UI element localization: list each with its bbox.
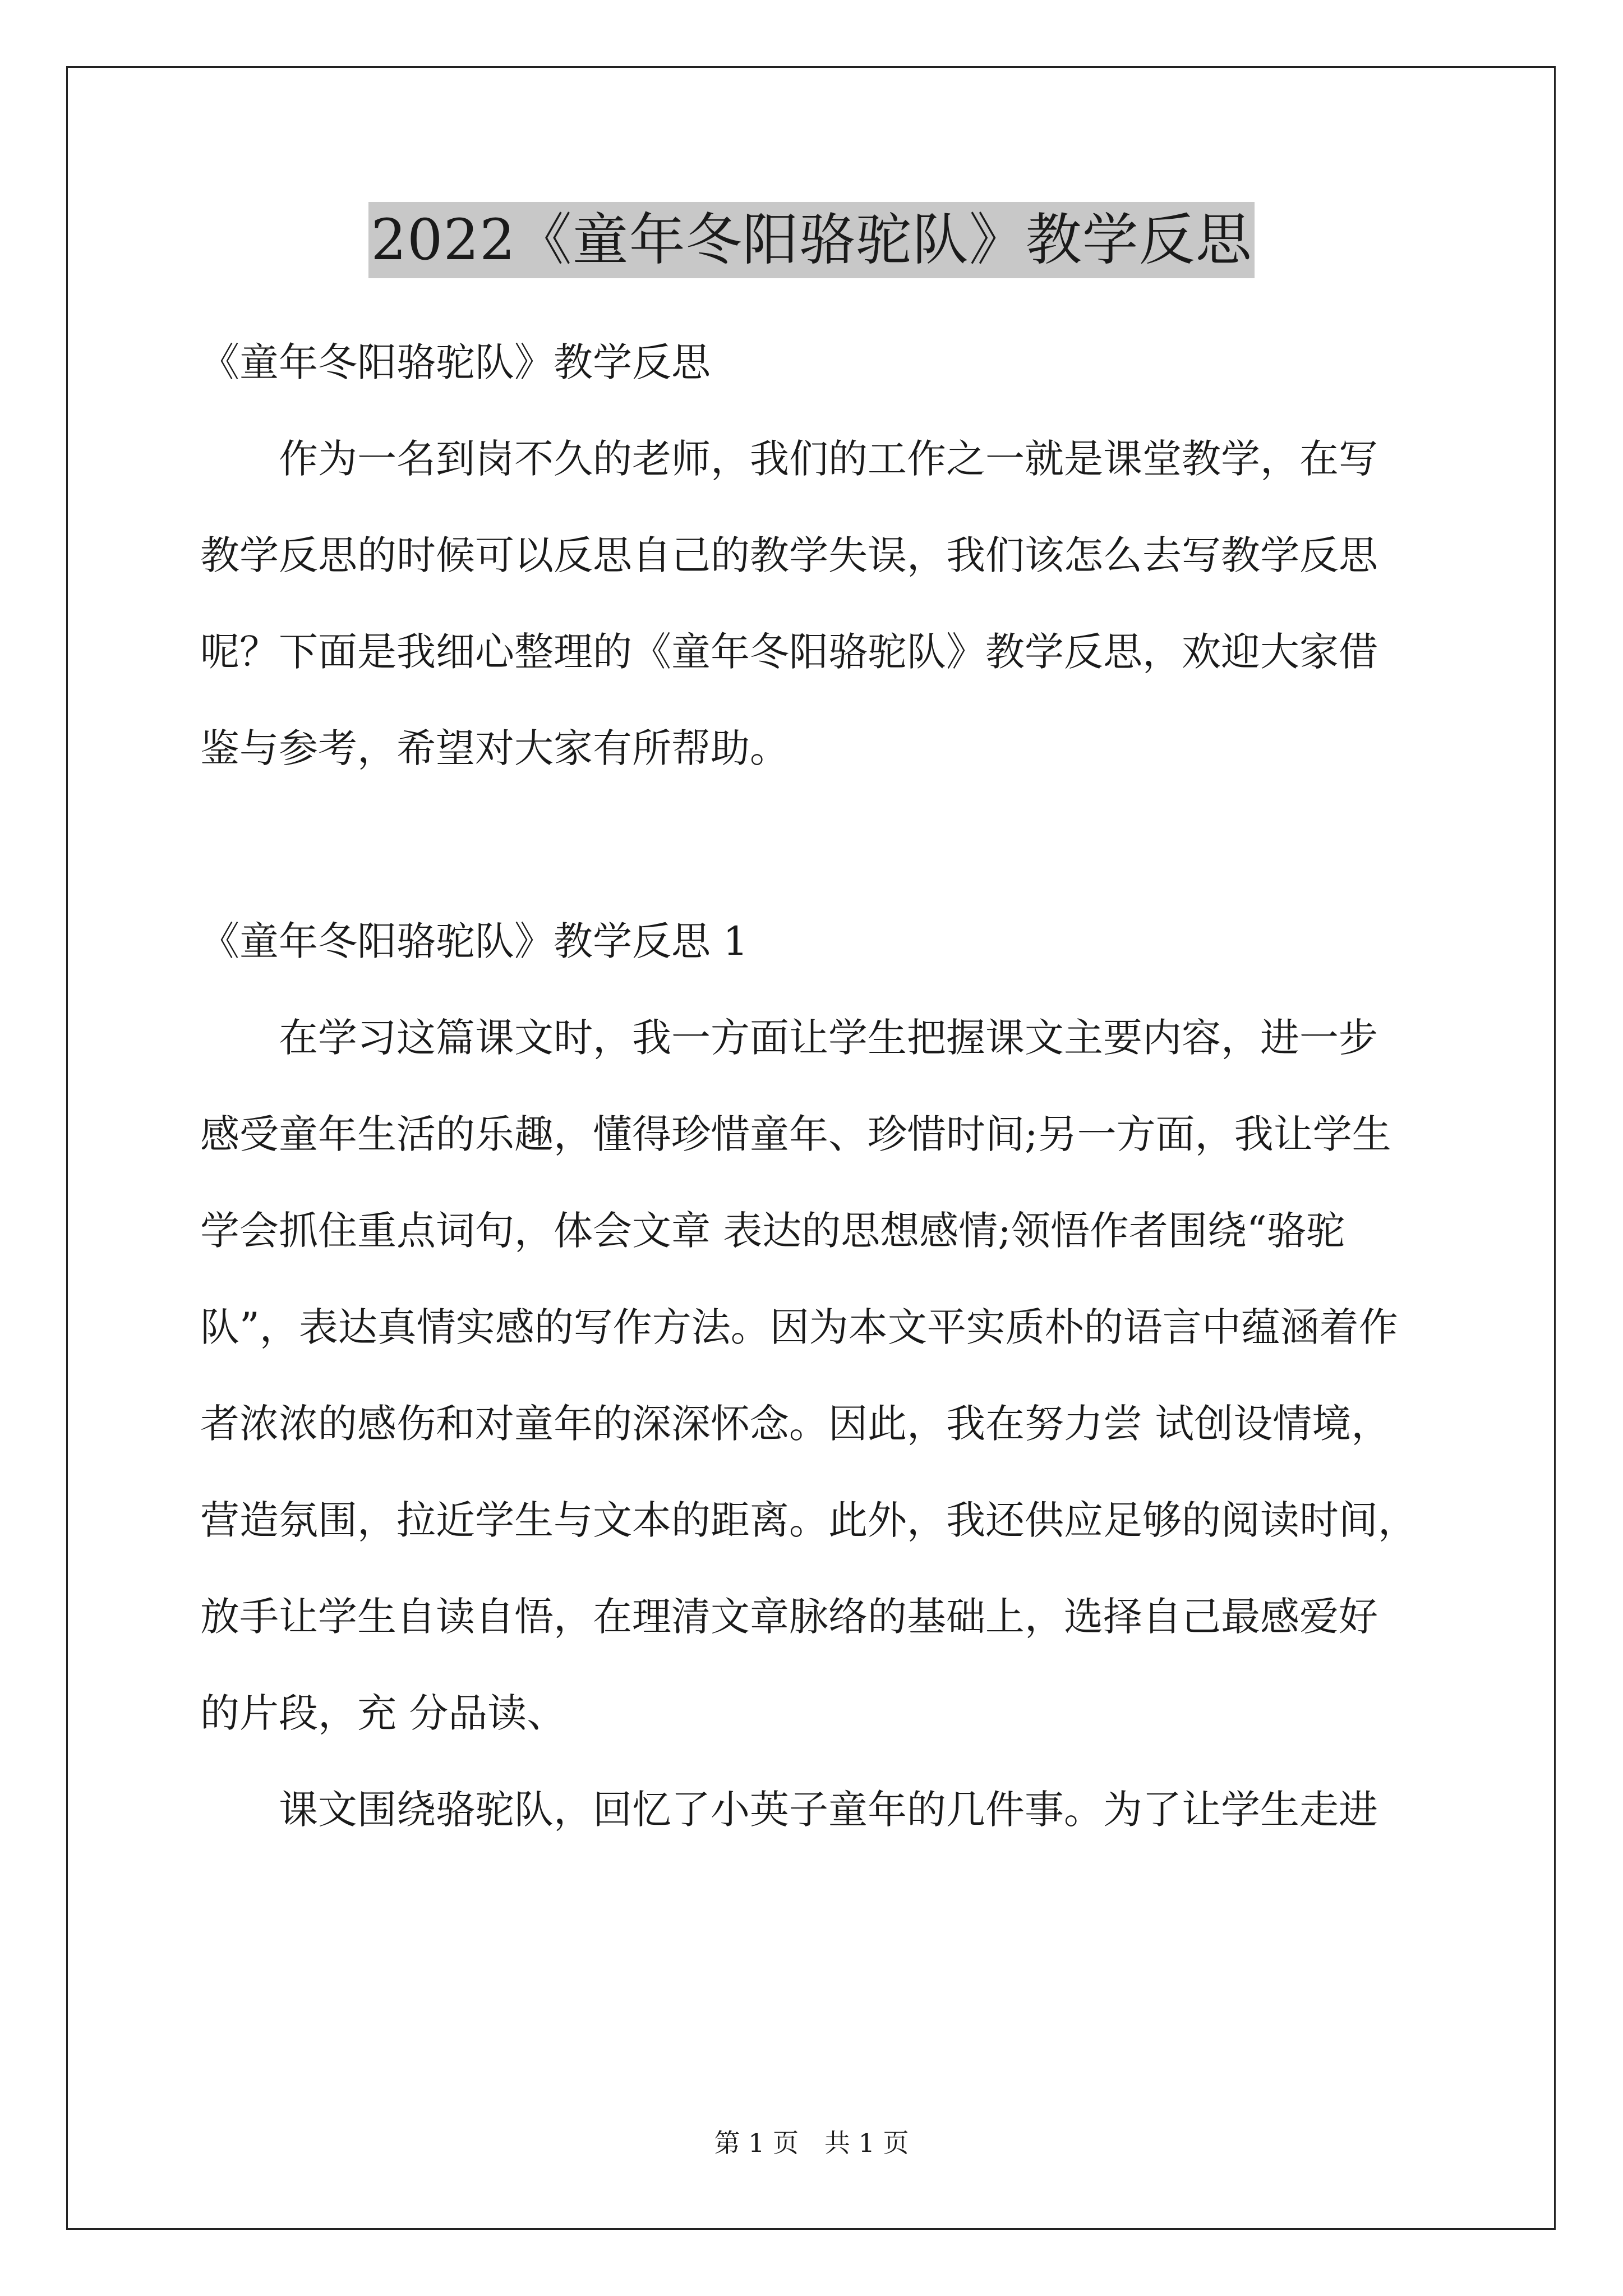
paragraph-line: 的片段，充 分品读、 [200,1690,566,1736]
paragraph-line: 鉴与参考，希望对大家有所帮助。 [200,725,789,771]
paragraph-line: 学会抓住重点词句，体会文章 表达的思想感情;领悟作者围绕“骆驼 [200,1208,1345,1254]
paragraph-line: 呢？下面是我细心整理的《童年冬阳骆驼队》教学反思，欢迎大家借 [200,629,1378,675]
paragraph-line: 营造氛围，拉近学生与文本的距离。此外，我还供应足够的阅读时间， [200,1497,1417,1543]
paragraph-line: 放手让学生自读自悟，在理清文章脉络的基础上，选择自己最感爱好 [200,1594,1378,1640]
paragraph-line: 课文围绕骆驼队，回忆了小英子童年的几件事。为了让学生走进 [200,1787,1378,1833]
section-heading: 《童年冬阳骆驼队》教学反思 [200,339,711,385]
paragraph-line: 教学反思的时候可以反思自己的教学失误，我们该怎么去写教学反思 [200,532,1378,578]
blank-line [200,797,1423,893]
paragraph-line: 感受童年生活的乐趣，懂得珍惜童年、珍惜时间;另一方面，我让学生 [200,1111,1391,1157]
page-number-footer: 第 1 页 共 1 页 [714,2128,909,2158]
document-body [200,314,1423,1858]
paragraph-line: 队”，表达真情实感的写作方法。因为本文平实质朴的语言中蕴涵着作 [200,1304,1398,1350]
paragraph-line: 者浓浓的感伤和对童年的深深怀念。因此，我在努力尝 试创设情境， [200,1401,1391,1447]
paragraph-line: 作为一名到岗不久的老师，我们的工作之一就是课堂教学，在写 [200,436,1378,482]
paragraph-line: 在学习这篇课文时，我一方面让学生把握课文主要内容，进一步 [200,1015,1378,1061]
title-container [0,202,1623,278]
document-title: 2022《童年冬阳骆驼队》教学反思 [368,202,1255,278]
section-heading: 《童年冬阳骆驼队》教学反思 1 [200,918,748,964]
